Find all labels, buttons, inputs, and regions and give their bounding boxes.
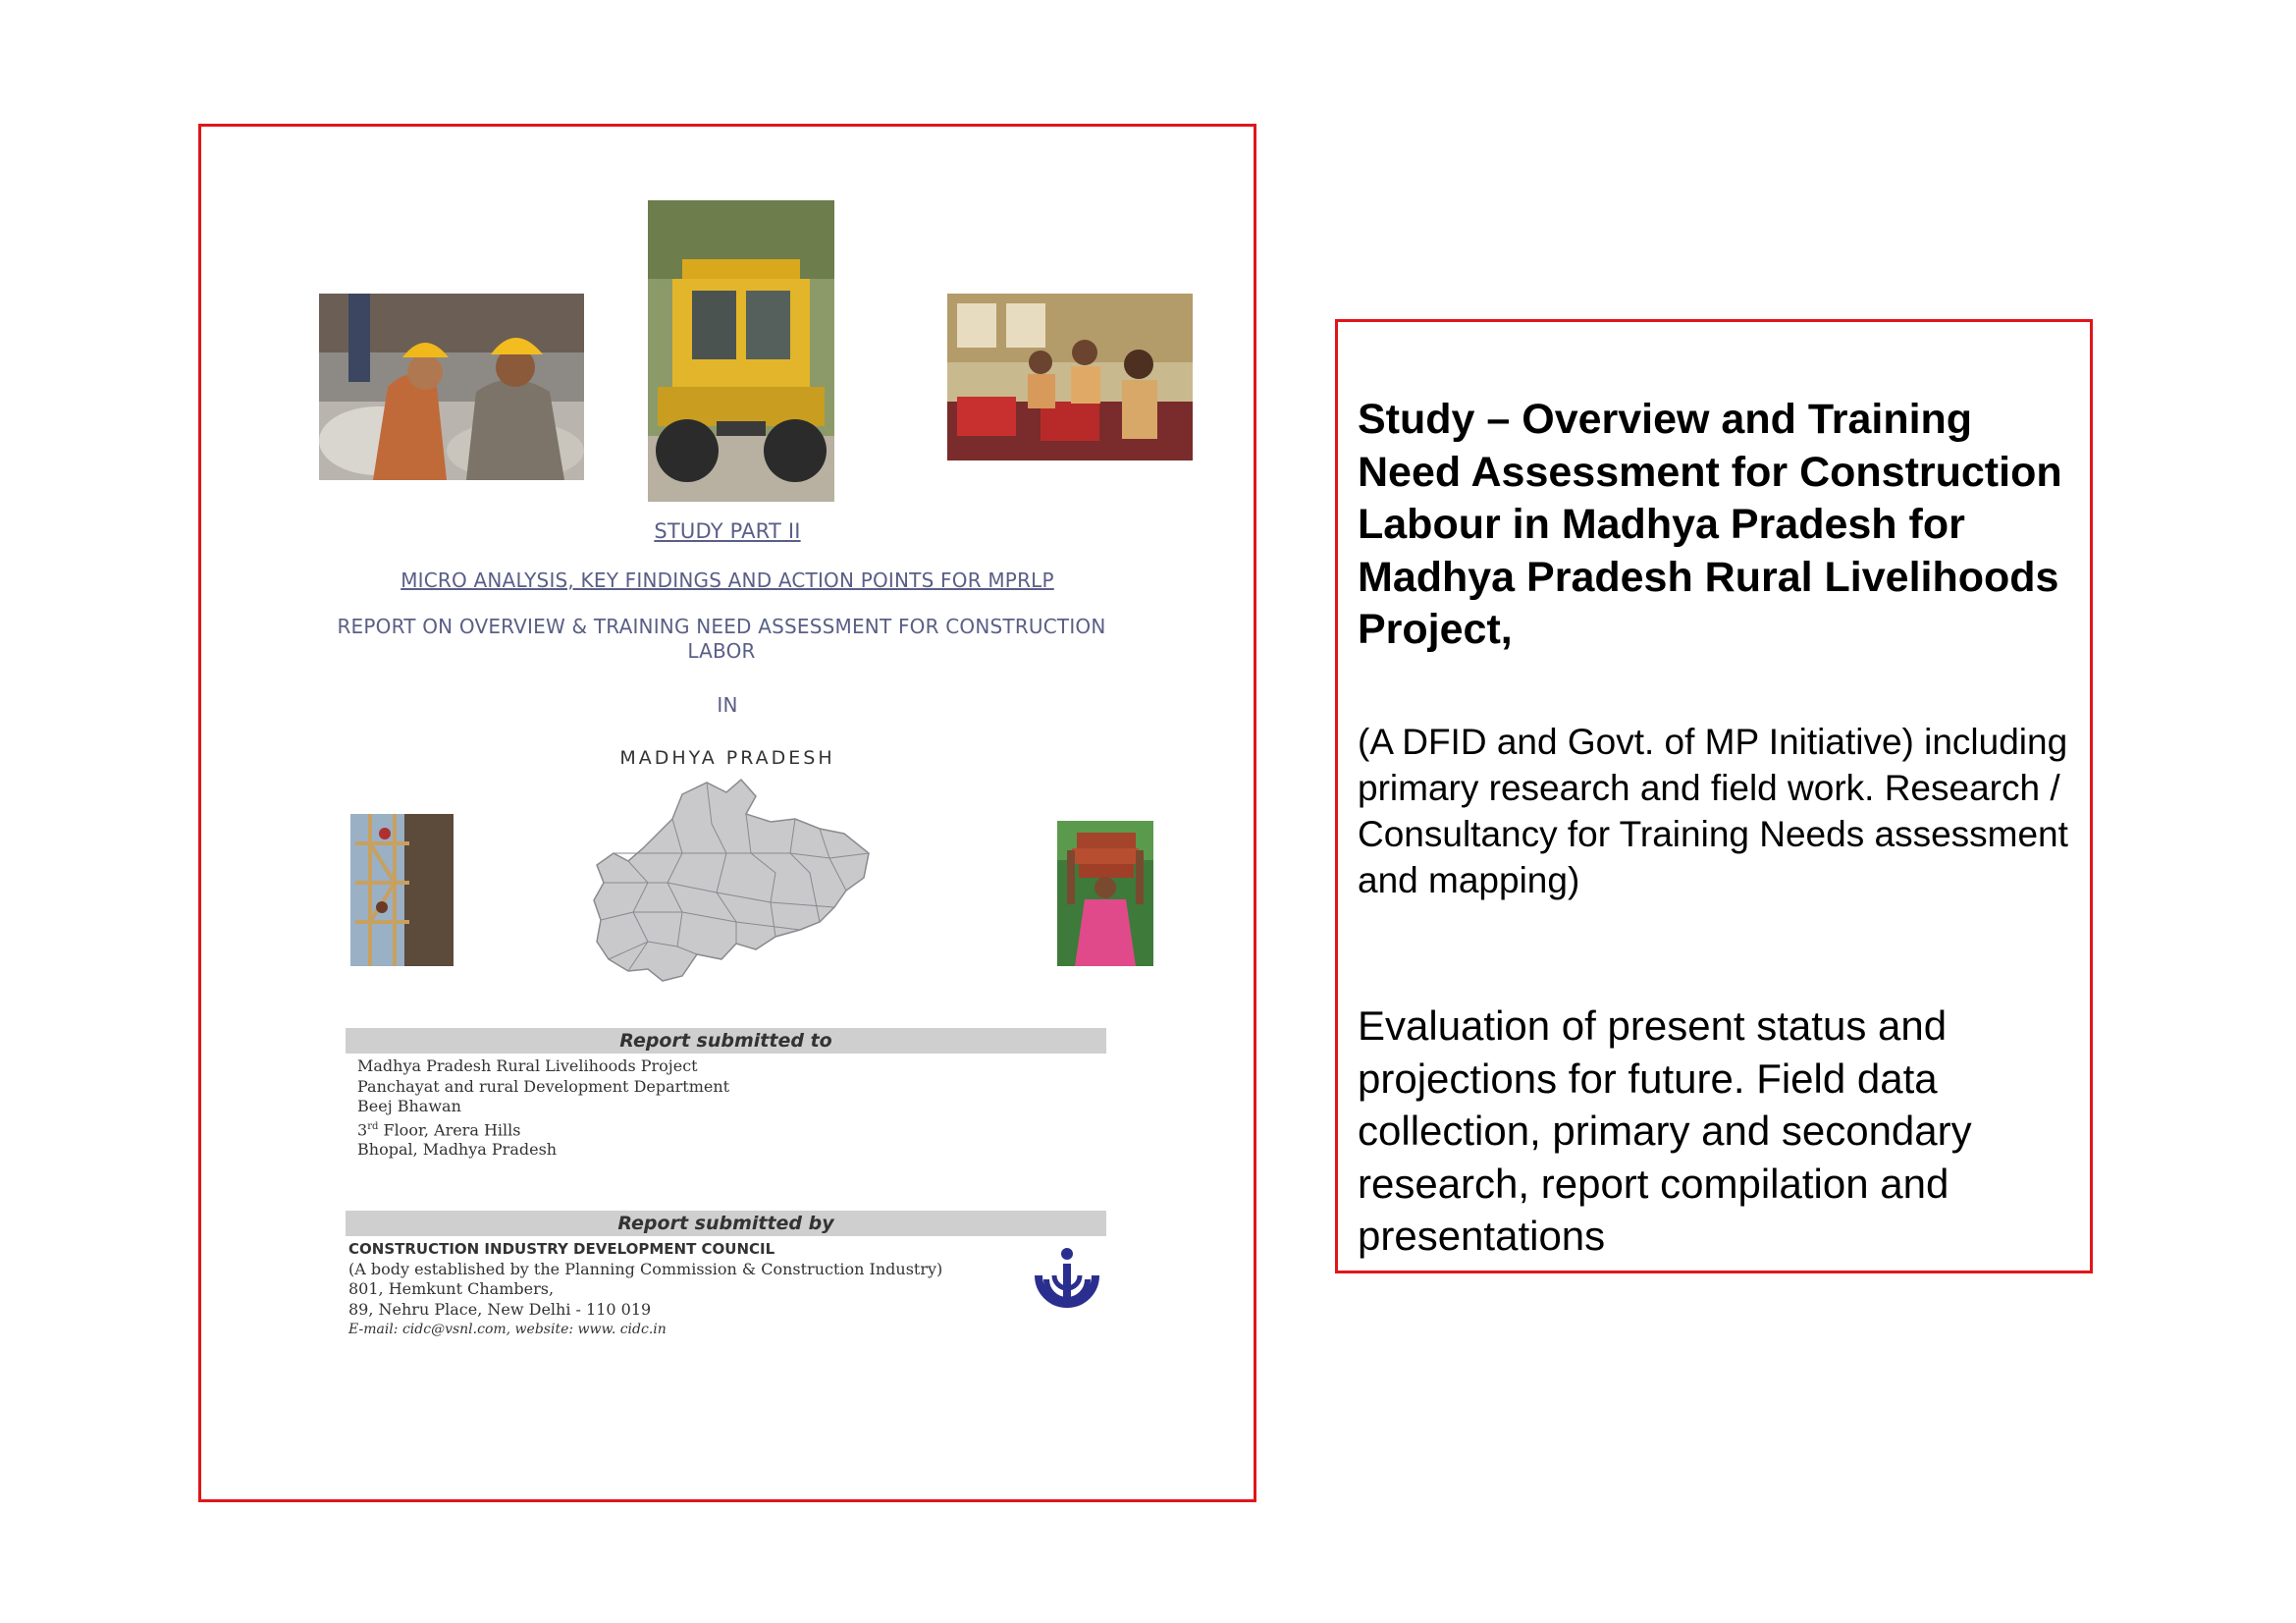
study-part-title: STUDY PART II — [654, 519, 801, 543]
study-evaluation: Evaluation of present status and projections for future. Field data collection, primary and secondary research, report compilation and presentations — [1358, 1002, 1972, 1259]
address-line: 801, Hemkunt Chambers, — [348, 1279, 555, 1298]
address-line: Beej Bhawan — [357, 1097, 461, 1115]
address-line: (A body established by the Planning Commission & Construction Industry) — [348, 1259, 943, 1278]
study-subtitle: (A DFID and Govt. of MP Initiative) including primary research and field work. Research / Consultancy for Training Needs assessment and mapping) — [1358, 722, 2068, 900]
map-label: MADHYA PRADESH — [619, 747, 835, 769]
madhya-pradesh-map — [589, 775, 874, 986]
organization-name: CONSTRUCTION INDUSTRY DEVELOPMENT COUNCIL — [348, 1240, 775, 1258]
submitted-to-address — [357, 1056, 729, 1161]
photo-woman-carrying-bricks — [1057, 821, 1153, 966]
study-title: Study – Overview and Training Need Assessment for Construction Labour in Madhya Pradesh for Madhya Pradesh Rural Livelihoods Project, — [1358, 396, 2062, 653]
in-label: IN — [717, 693, 738, 717]
report-on-title: REPORT ON OVERVIEW & TRAINING NEED ASSESSMENT FOR CONSTRUCTION LABOR — [337, 615, 1106, 663]
address-line: Bhopal, Madhya Pradesh — [357, 1140, 558, 1160]
cidc-logo-icon — [1033, 1246, 1101, 1315]
submitted-to-heading: Report submitted to — [346, 1028, 1106, 1054]
photo-workers-hardhats — [319, 294, 584, 480]
micro-analysis-title: MICRO ANALYSIS, KEY FINDINGS AND ACTION POINTS FOR MPRLP — [400, 568, 1054, 592]
photo-road-grader — [648, 200, 834, 502]
address-line: Madhya Pradesh Rural Livelihoods Project — [357, 1056, 698, 1075]
photo-trainees-workshop — [947, 294, 1193, 460]
submitted-by-heading: Report submitted by — [346, 1211, 1106, 1236]
address-line: 89, Nehru Place, New Delhi - 110 019 — [348, 1299, 652, 1319]
address-line: 3rd Floor, Arera Hills — [357, 1119, 521, 1139]
photo-scaffolding — [350, 814, 454, 966]
report-cover — [198, 124, 1256, 1502]
address-line: Panchayat and rural Development Department — [357, 1076, 730, 1096]
contact-line: E-mail: cidc@vsnl.com, website: www. cidc.in — [348, 1322, 667, 1337]
submitted-by-address — [348, 1239, 942, 1340]
study-description-box — [1335, 319, 2093, 1273]
